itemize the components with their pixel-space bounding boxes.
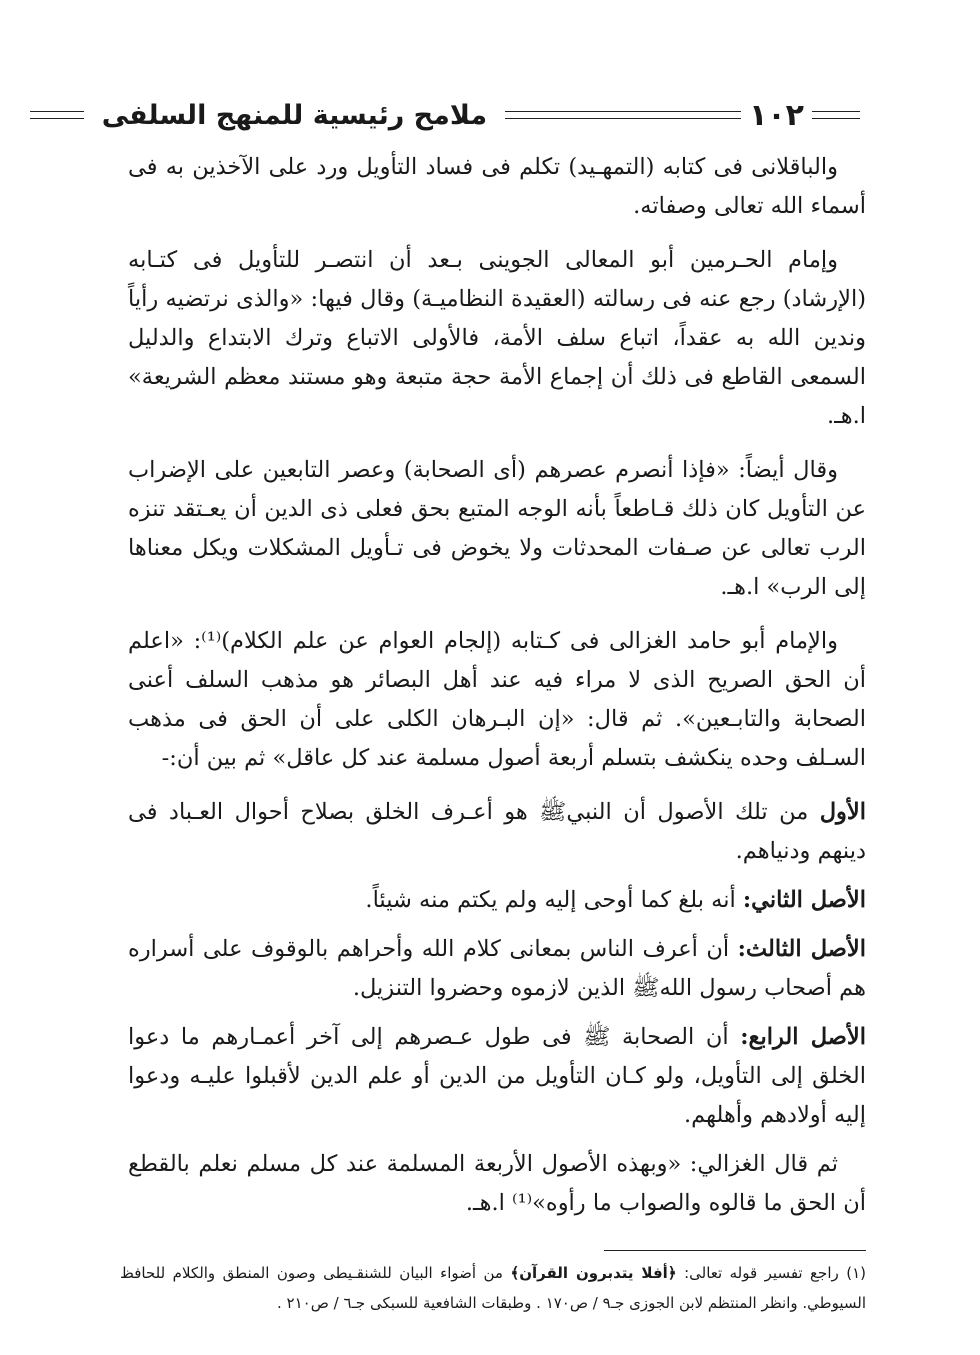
principle-text: أن أعرف الناس بمعانى كلام الله وأحراهم بالوقوف على أسراره هم أصحاب رسول اللهﷺ الذين لازموه وحضروا التنزيل. (128, 936, 866, 1001)
page-number: ١٠٢ (749, 97, 804, 133)
footnote-prefix: راجع تفسير قوله تعالى: (684, 1264, 839, 1282)
page-header (101, 92, 868, 138)
paragraph-closing: ثم قال الغزالي: «وبهذه الأصول الأربعة المسلمة عند كل مسلم نعلم بالقطع أن الحق ما قالوه والصواب ما رأوه»⁽¹⁾ ا.هـ. (128, 1151, 866, 1216)
paragraph-ghazali: والإمام أبو حامد الغزالى فى كـتابه (إلجام العوام عن علم الكلام)⁽¹⁾: «اعلم أن الحق الصريح الذى لا مراء فيه عند أهل البصائر هو مذهب السلف أعنى الصحابة والتابـعين». ثم قال: «إن البـرهان الكلى على أن الحق فى مذهب السـلف وحده ينكشف بتسلم أربعة أصول مسلمة عند كل عاقل» ثم بين أن:- (128, 628, 866, 771)
footnote-quote: ﴿أفلا يتدبرون القرآن﴾ (510, 1264, 677, 1282)
running-title: ملامح رئيسية للمنهج السلفى (101, 99, 488, 131)
principle-second (128, 881, 866, 920)
principle-label: الأصل الثالث: (737, 936, 866, 962)
footnote-separator (604, 1250, 866, 1251)
footnote (120, 1258, 866, 1318)
paragraph-juwayni-quote: وقال أيضاً: «فإذا أنصرم عصرهم (أى الصحابة) وعصر التابعين على الإضراب عن التأويل كان ذلك قـاطعاً بأنه الوجه المتبع بحق فعلى ذى الدين أن يعـتقد تنزه الرب تعالى عن صـفات المحدثات ولا يخوض فى تـأويل المشكلات ويكل معناها إلى الرب» ا.هـ. (128, 457, 866, 600)
paragraph-baqillani: والباقلانى فى كتابه (التمهـيد) تكلم فى فساد التأويل ورد على الآخذين به فى أسماء الله تعالى وصفاته. (128, 154, 866, 219)
header-rule-right (812, 111, 860, 119)
footnote-text: من أضواء البيان للشنقـيطى وصون المنطق والكلام للحافظ السيوطي. وانظر المنتظم لابن الجوزى جـ٩ / ص١٧٠ . وطبقات الشافعية للسبكى جـ٦ / ص٢١٠ . (120, 1264, 866, 1312)
principle-text: من تلك الأصول أن النبيﷺ هو أعـرف الخلق بصلاح أحوال العـباد فى دينهم ودنياهم. (128, 799, 866, 864)
principle-text: أنه بلغ كما أوحى إليه ولم يكتم منه شيئاً. (365, 887, 743, 913)
principle-label: الأصل الثاني: (742, 887, 866, 913)
paragraph-juwayni: وإمام الحـرمين أبو المعالى الجوينى بـعد أن انتصـر للتأويل فى كتـابه (الإرشاد) رجع عنه فى رسالته (العقيدة النظاميـة) وقال فيها: «والذى نرتضيه رأياً وندين الله به عقداً، اتباع سلف الأمة، فالأولى الاتباع وترك الابتداع والدليل السمعى القاطع فى ذلك أن إجماع الأمة حجة متبعة وهو مستند معظم الشريعة» ا.هـ. (128, 247, 866, 429)
header-rule-left (30, 111, 84, 119)
principle-third (128, 930, 866, 1008)
principle-text: أن الصحابة ﷺ فى طول عـصرهم إلى آخر أعمـارهم ما دعوا الخلق إلى التأويل، ولو كـان التأويل من الدين أو علم الدين لأقبلوا عليـه ودعوا إليه أولادهم وأهلهم. (128, 1024, 866, 1128)
principle-first (128, 793, 866, 871)
principle-label: الأصل الرابع: (740, 1024, 866, 1050)
principle-fourth (128, 1018, 866, 1135)
principle-label: الأول (819, 799, 866, 825)
footnote-number: (١) (846, 1264, 866, 1282)
body-text (128, 148, 866, 1223)
header-rule-middle (505, 111, 741, 119)
